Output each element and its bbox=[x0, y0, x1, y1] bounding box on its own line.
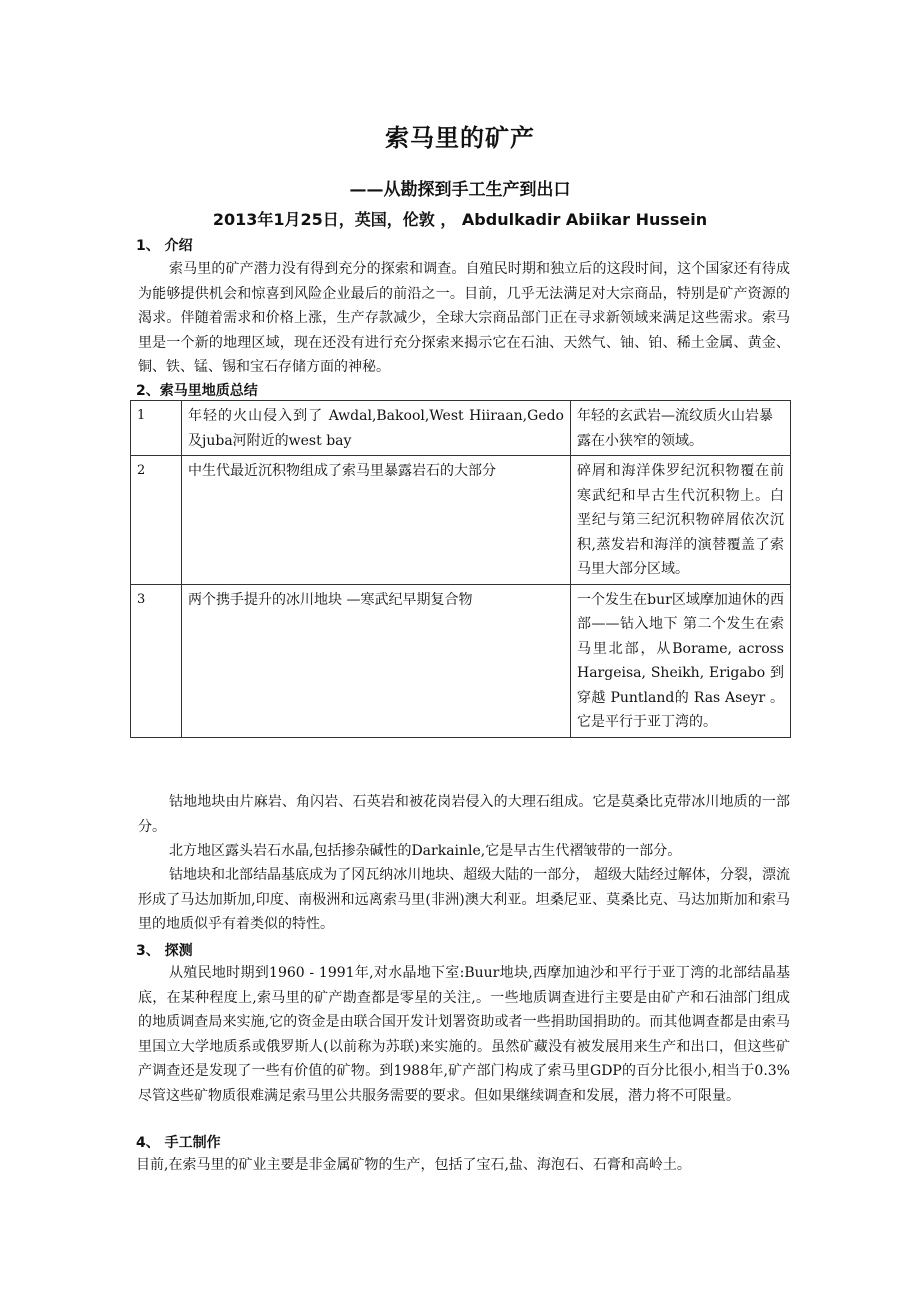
section-heading-artisanal: 4、 手工制作 bbox=[136, 1135, 221, 1151]
intro-paragraph: 索马里的矿产潜力没有得到充分的探索和调查。自殖民时期和独立后的这段时间，这个国家还有待成为能够提供机会和惊喜到风险企业最后的前沿之一。目前，几乎无法满足对大宗商品，特别是矿产资源的渴求。伴随着需求和价格上涨，生产存款减少，全球大宗商品部门正在寻求新领域来满足这些需求。索马里是一个新的地理区域，现在还没有进行充分探索来揭示它在石油、天然气、铀、铂、稀土金属、黄金、铜、铁、锰、锡和宝石存储方面的神秘。 bbox=[138, 261, 790, 375]
table-cell: 一个发生在bur区域摩加迪休的西部——钻入地下 第二个发生在索马里北部，从Borame, across Hargeisa, Sheikh, Erigabo 到穿越 Puntland的 Ras Aseyr 。它是平行于亚丁湾的。 bbox=[571, 584, 791, 737]
section-heading-exploration: 3、 探测 bbox=[136, 943, 193, 959]
table-row bbox=[131, 456, 791, 585]
document-subtitle: ——从勘探到手工生产到出口 bbox=[349, 180, 571, 200]
table-cell: 年轻的火山侵入到了 Awdal,Bakool,West Hiiraan,Gedo及juba河附近的west bay bbox=[182, 401, 571, 456]
row-number: 2 bbox=[131, 456, 182, 585]
dateline: 2013年1月25日，英国，伦敦 ， Abdulkadir Abiikar Hussein bbox=[212, 210, 708, 229]
geology-paragraph-2: 北方地区露头岩石水晶,包括掺杂碱性的Darkainle,它是早古生代褶皱带的一部分。 bbox=[169, 843, 682, 859]
table-cell: 中生代最近沉积物组成了索马里暴露岩石的大部分 bbox=[182, 456, 571, 585]
section-heading-geology: 2、索马里地质总结 bbox=[136, 383, 258, 399]
geology-paragraph-3: 钴地块和北部结晶基底成为了冈瓦纳冰川地块、超级大陆的一部分， 超级大陆经过解体，分裂，漂流形成了马达加斯加,印度、南极洲和远离索马里(非洲)澳大利亚。坦桑尼亚、莫桑比克、马达加斯加和索马里的地质似乎有着类似的特性。 bbox=[138, 867, 790, 932]
geology-paragraph-1: 钴地地块由片麻岩、角闪岩、石英岩和被花岗岩侵入的大理石组成。它是莫桑比克带冰川地质的一部分。 bbox=[138, 794, 790, 835]
section-heading-intro: 1、 介绍 bbox=[136, 238, 193, 254]
table-row bbox=[131, 584, 791, 737]
geology-table bbox=[130, 400, 791, 738]
table-row bbox=[131, 401, 791, 456]
exploration-paragraph: 从殖民地时期到1960 - 1991年,对水晶地下室:Buur地块,西摩加迪沙和平行于亚丁湾的北部结晶基底，在某种程度上,索马里的矿产勘查都是零星的关注,。一些地质调查进行主要是由矿产和石油部门组成的地质调查局来实施,它的资金是由联合国开发计划署资助或者一些捐助国捐助的。而其他调查都是由索马里国立大学地质系或俄罗斯人(以前称为苏联)来实施的。虽然矿藏没有被发展用来生产和出口，但这些矿产调查还是发现了一些有价值的矿物。到1988年,矿产部门构成了索马里GDP的百分比很小,相当于0.3%尽管这些矿物质很难满足索马里公共服务需要的要求。但如果继续调查和发展，潜力将不可限量。 bbox=[138, 965, 790, 1104]
artisanal-paragraph: 目前,在索马里的矿业主要是非金属矿物的生产，包括了宝石,盐、海泡石、石膏和高岭土。 bbox=[136, 1157, 691, 1173]
table-cell: 年轻的玄武岩—流纹质火山岩暴露在小狭窄的领域。 bbox=[571, 401, 791, 456]
row-number: 1 bbox=[131, 401, 182, 456]
document-title: 索马里的矿产 bbox=[385, 124, 535, 152]
row-number: 3 bbox=[131, 584, 182, 737]
table-cell: 两个携手提升的冰川地块 —寒武纪早期复合物 bbox=[182, 584, 571, 737]
table-cell: 碎屑和海洋侏罗纪沉积物覆在前寒武纪和早古生代沉积物上。白垩纪与第三纪沉积物碎屑依次沉积,蒸发岩和海洋的演替覆盖了索马里大部分区域。 bbox=[571, 456, 791, 585]
